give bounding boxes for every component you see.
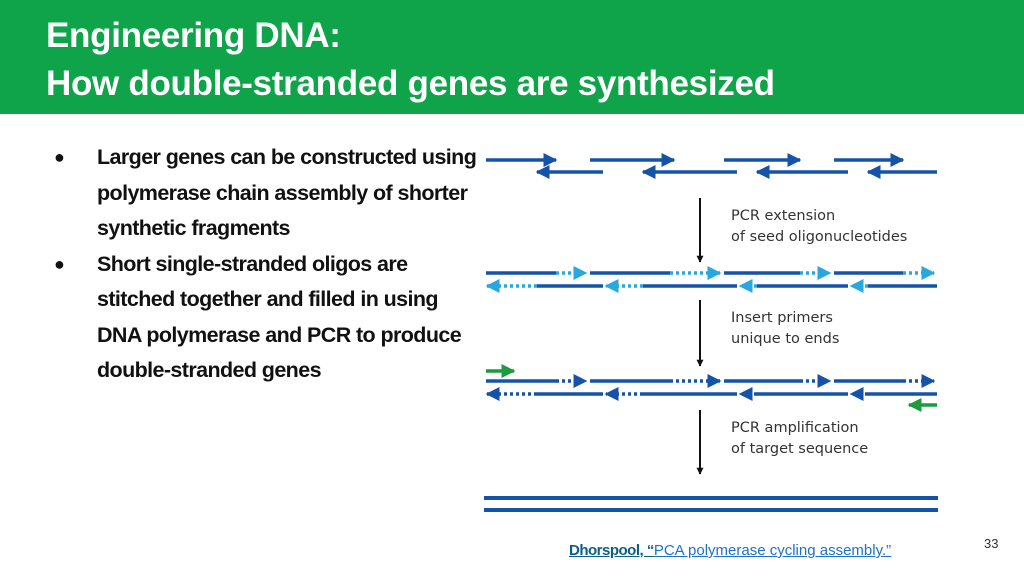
step-label-1b: of seed oligonucleotides (731, 229, 908, 245)
bullet-dot-icon: ● (54, 147, 65, 167)
bullet-item (54, 247, 484, 389)
citation (569, 542, 891, 559)
bullet-text: Larger genes can be constructed using polymerase chain assembly of shorter synthetic fragments (97, 145, 477, 240)
step-label-2: Insert primers (731, 310, 833, 326)
slide-title (46, 12, 775, 108)
bullet-dot-icon: ● (54, 253, 65, 274)
oligo-row-primed (486, 381, 937, 394)
oligo-row-seed (486, 160, 937, 172)
bullet-text: Short single-stranded oligos are stitched together and filled in using DNA polymerase and PCR to produce double-stranded genes (97, 251, 462, 382)
pca-diagram (478, 140, 948, 520)
bullet-item (54, 140, 484, 247)
step-label-3b: of target sequence (731, 441, 869, 457)
title-line-2: How double-stranded genes are synthesized (46, 64, 775, 103)
double-stranded-gene (484, 498, 938, 510)
step-label-2b: unique to ends (731, 331, 840, 347)
bullet-list (54, 140, 484, 389)
step-label-1: PCR extension (731, 208, 836, 224)
title-line-1: Engineering DNA: (46, 16, 341, 55)
page-number: 33 (984, 536, 999, 551)
oligo-row-extended (486, 273, 937, 286)
step-label-3: PCR amplification (731, 420, 859, 436)
citation-author-link[interactable]: Dhorspool, “ (569, 542, 654, 559)
citation-title-link[interactable]: PCA polymerase cycling assembly.” (653, 542, 892, 559)
